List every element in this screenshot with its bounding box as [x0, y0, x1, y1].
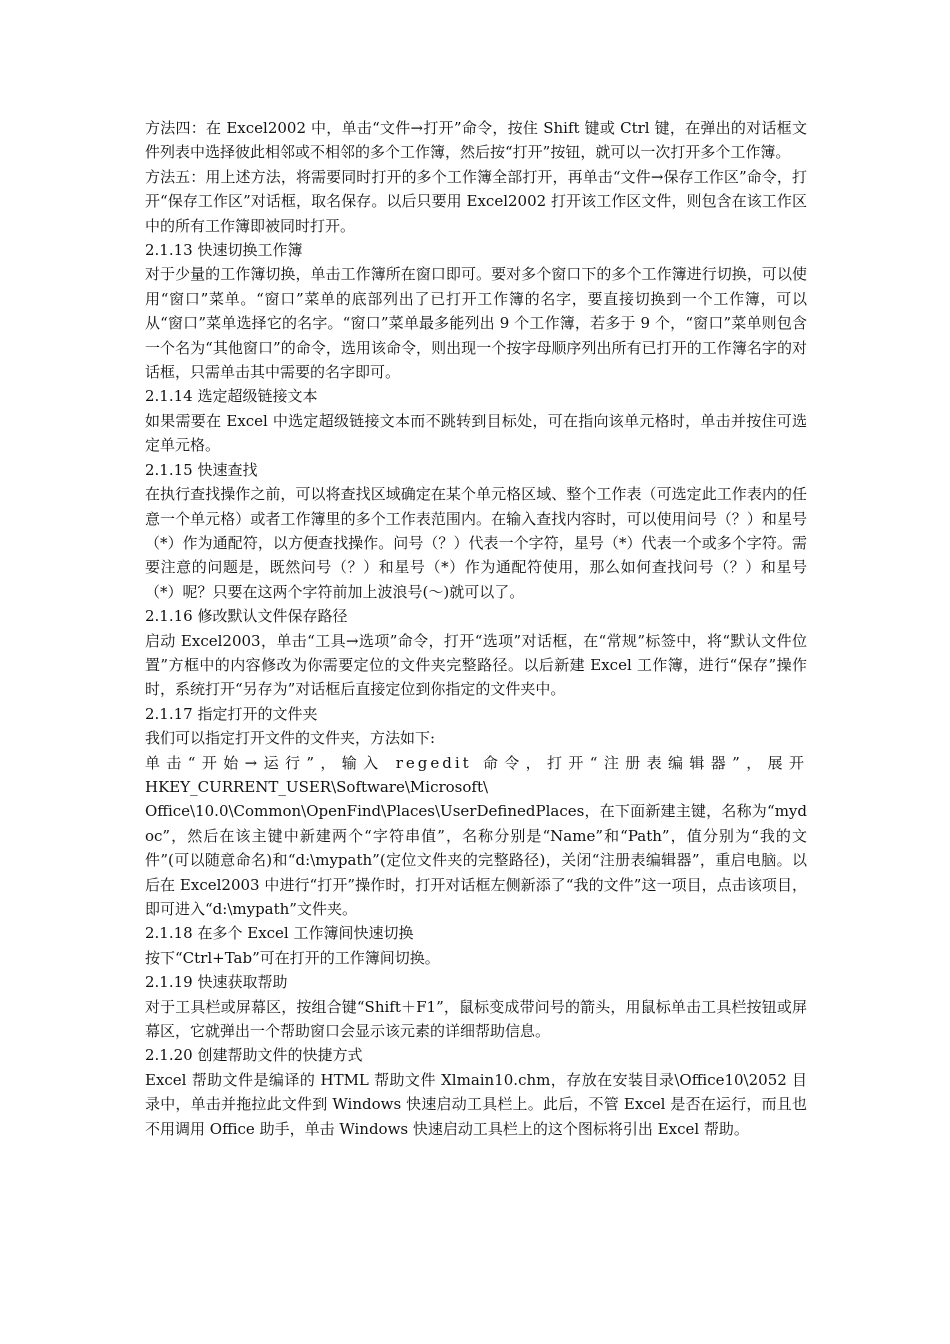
- paragraph-method-5: 方法五：用上述方法，将需要同时打开的多个工作簿全部打开，再单击“文件→保存工作区”命令，打开“保存工作区”对话框，取名保存。以后只要用 Excel2002 打开该工作区文件，则包含在该工作区中的所有工作簿即被同时打开。: [145, 167, 807, 235]
- paragraph-quick-find: 在执行查找操作之前，可以将查找区域确定在某个单元格区域、整个工作表（可选定此工作表内的任意一个单元格）或者工作簿里的多个工作表范围内。在输入查找内容时，可以使用问号（？）和星号（*）作为通配符，以方便查找操作。问号（？）代表一个字符，星号（*）代表一个或多个字符。需要注意的问题是，既然问号（？）和星号（*）作为通配符使用，那么如何查找问号（？）和星号（*）呢？只要在这两个字符前加上波浪号(～)就可以了。: [145, 485, 807, 601]
- section-heading-2-1-14: 2.1.14 选定超级链接文本: [145, 387, 318, 406]
- paragraph-registry-key: HKEY_CURRENT_USER\Software\Microsoft\: [145, 777, 489, 796]
- paragraph-select-hyperlink: 如果需要在 Excel 中选定超级链接文本而不跳转到目标处，可在指向该单元格时，单击并按住可选定单元格。: [145, 411, 807, 455]
- document-page: [145, 116, 807, 1141]
- paragraph-ctrl-tab: 按下“Ctrl+Tab”可在打开的工作簿间切换。: [145, 948, 440, 967]
- paragraph-open-folder-step: 单击“开始→运行”，输入 regedit 命令，打开“注册表编辑器”，展开: [145, 753, 807, 772]
- paragraph-default-save-path: 启动 Excel2003，单击“工具→选项”命令，打开“选项”对话框，在“常规”标签中，将“默认文件位置”方框中的内容修改为你需要定位的文件夹完整路径。以后新建 Excel 工作簿，进行“保存”操作时，系统打开“另存为”对话框后直接定位到你指定的文件夹中。: [145, 631, 807, 699]
- section-heading-2-1-19: 2.1.19 快速获取帮助: [145, 973, 288, 992]
- section-heading-2-1-15: 2.1.15 快速查找: [145, 460, 258, 479]
- section-heading-2-1-13: 2.1.13 快速切换工作簿: [145, 241, 303, 260]
- paragraph-registry-path: Office\10.0\Common\OpenFind\Places\UserDefinedPlaces，在下面新建主键，名称为“mydoc”，然后在该主键中新建两个“字符串值”，名称分别是“Name”和“Path”，值分别为“我的文件”(可以随意命名)和“d:\mypath”(定位文件夹的完整路径)，关闭“注册表编辑器”，重启电脑。以后在 Excel2003 中进行“打开”操作时，打开对话框左侧新添了“我的文件”这一项目，点击该项目，即可进入“d:\mypath”文件夹。: [145, 802, 807, 918]
- paragraph-quick-help: 对于工具栏或屏幕区，按组合键“Shift＋F1”，鼠标变成带问号的箭头，用鼠标单击工具栏按钮或屏幕区，它就弹出一个帮助窗口会显示该元素的详细帮助信息。: [145, 997, 807, 1041]
- section-heading-2-1-20: 2.1.20 创建帮助文件的快捷方式: [145, 1046, 363, 1065]
- paragraph-switch-workbooks: 对于少量的工作簿切换，单击工作簿所在窗口即可。要对多个窗口下的多个工作簿进行切换，可以使用“窗口”菜单。“窗口”菜单的底部列出了已打开工作簿的名字，要直接切换到一个工作簿，可以从“窗口”菜单选择它的名字。“窗口”菜单最多能列出 9 个工作簿，若多于 9 个，“窗口”菜单则包含一个名为“其他窗口”的命令，选用该命令，则出现一个按字母顺序列出所有已打开的工作簿名字的对话框，只需单击其中需要的名字即可。: [145, 265, 807, 382]
- paragraph-help-shortcut: Excel 帮助文件是编译的 HTML 帮助文件 Xlmain10.chm，存放在安装目录\Office10\2052 目录中，单击并拖拉此文件到 Windows 快速启动工具栏上。此后，不管 Excel 是否在运行，而且也不用调用 Office 助手，单击 Windows 快速启动工具栏上的这个图标将引出 Excel 帮助。: [145, 1070, 807, 1138]
- section-heading-2-1-16: 2.1.16 修改默认文件保存路径: [145, 607, 348, 626]
- paragraph-method-4: 方法四：在 Excel2002 中，单击“文件→打开”命令，按住 Shift 键或 Ctrl 键，在弹出的对话框文件列表中选择彼此相邻或不相邻的多个工作簿，然后按“打开”按钮，就可以一次打开多个工作簿。: [145, 119, 807, 162]
- section-heading-2-1-17: 2.1.17 指定打开的文件夹: [145, 704, 318, 723]
- paragraph-open-folder-intro: 我们可以指定打开文件的文件夹，方法如下:: [145, 729, 436, 748]
- section-heading-2-1-18: 2.1.18 在多个 Excel 工作簿间快速切换: [145, 924, 414, 943]
